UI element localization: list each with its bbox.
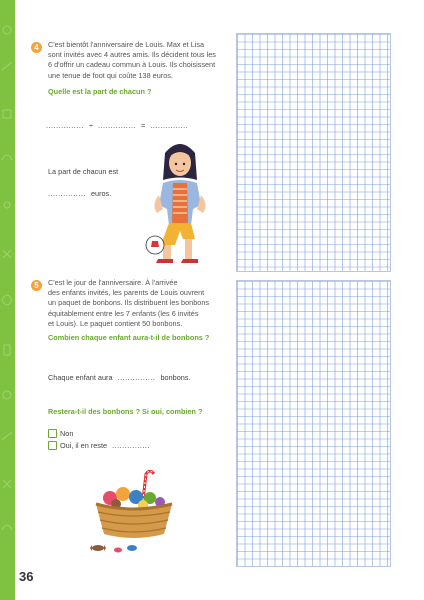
exercise-number-badge: 4: [31, 42, 42, 53]
statement-line: 6 d'offrir un cadeau commun à Louis. Ils choisissent: [48, 60, 216, 70]
statement-line: et Louis). Le paquet contient 50 bonbons.: [48, 318, 183, 328]
answer-4-line: [48, 189, 111, 198]
statement-line: équitablement entre les 7 enfants (les 6 invités: [48, 308, 199, 318]
equation-line: [46, 121, 188, 130]
exercise-4-statement: [48, 40, 253, 81]
answer-5-blank[interactable]: ...............: [117, 373, 156, 382]
option-oui-line: [60, 441, 150, 450]
option-non-label: Non: [60, 429, 74, 438]
option-oui-label: Oui, il en reste: [60, 441, 108, 450]
answer-5-line: [48, 373, 191, 382]
exercise-5-statement: [48, 278, 253, 329]
statement-line: C'est bientôt l'anniversaire de Louis. Max et Lisa: [48, 40, 205, 49]
statement-line: une tenue de foot qui coûte 138 euros.: [48, 70, 173, 80]
dividend-blank[interactable]: ...............: [46, 121, 84, 130]
answer-4-blank[interactable]: ...............: [48, 189, 86, 198]
exercise-5-question-2: Restera-t-il des bonbons ? Si oui, combien ?: [48, 407, 203, 416]
equals-sign: =: [140, 121, 146, 130]
answer-5-suffix: bonbons.: [160, 373, 191, 382]
answer-4-suffix: euros.: [90, 189, 112, 198]
exercise-number-badge: 5: [31, 280, 42, 291]
reste-blank[interactable]: ...............: [112, 441, 150, 450]
answer-grid-2[interactable]: [236, 280, 391, 567]
statement-line: un paquet de bonbons. Ils distribuent les bonbons: [48, 298, 210, 308]
side-band: [0, 0, 15, 600]
answer-grid-1[interactable]: [236, 33, 391, 272]
page-number: 36: [19, 569, 34, 584]
statement-line: des enfants invités, les parents de Louis ouvrent: [48, 288, 205, 298]
quotient-blank[interactable]: ...............: [150, 121, 189, 130]
answer-4-prefix: La part de chacun est: [48, 167, 119, 176]
doodle-pattern: [0, 0, 15, 600]
exercise-5-question-1: Combien chaque enfant aura-t-il de bonbons ?: [48, 333, 210, 342]
divisor-blank[interactable]: ...............: [98, 121, 136, 130]
girl-illustration: [143, 135, 218, 265]
statement-line: sont invités avec 4 autres amis. Ils décident tous les: [48, 50, 216, 60]
checkbox-oui[interactable]: [48, 441, 57, 450]
exercise-4-question: Quelle est la part de chacun ?: [48, 87, 152, 96]
checkbox-non[interactable]: [48, 429, 57, 438]
divide-sign: ÷: [88, 121, 93, 130]
statement-line: C'est le jour de l'anniversaire. À l'arrivée: [48, 278, 178, 287]
answer-5-prefix: Chaque enfant aura: [48, 373, 113, 382]
candy-basket-illustration: [88, 470, 178, 555]
